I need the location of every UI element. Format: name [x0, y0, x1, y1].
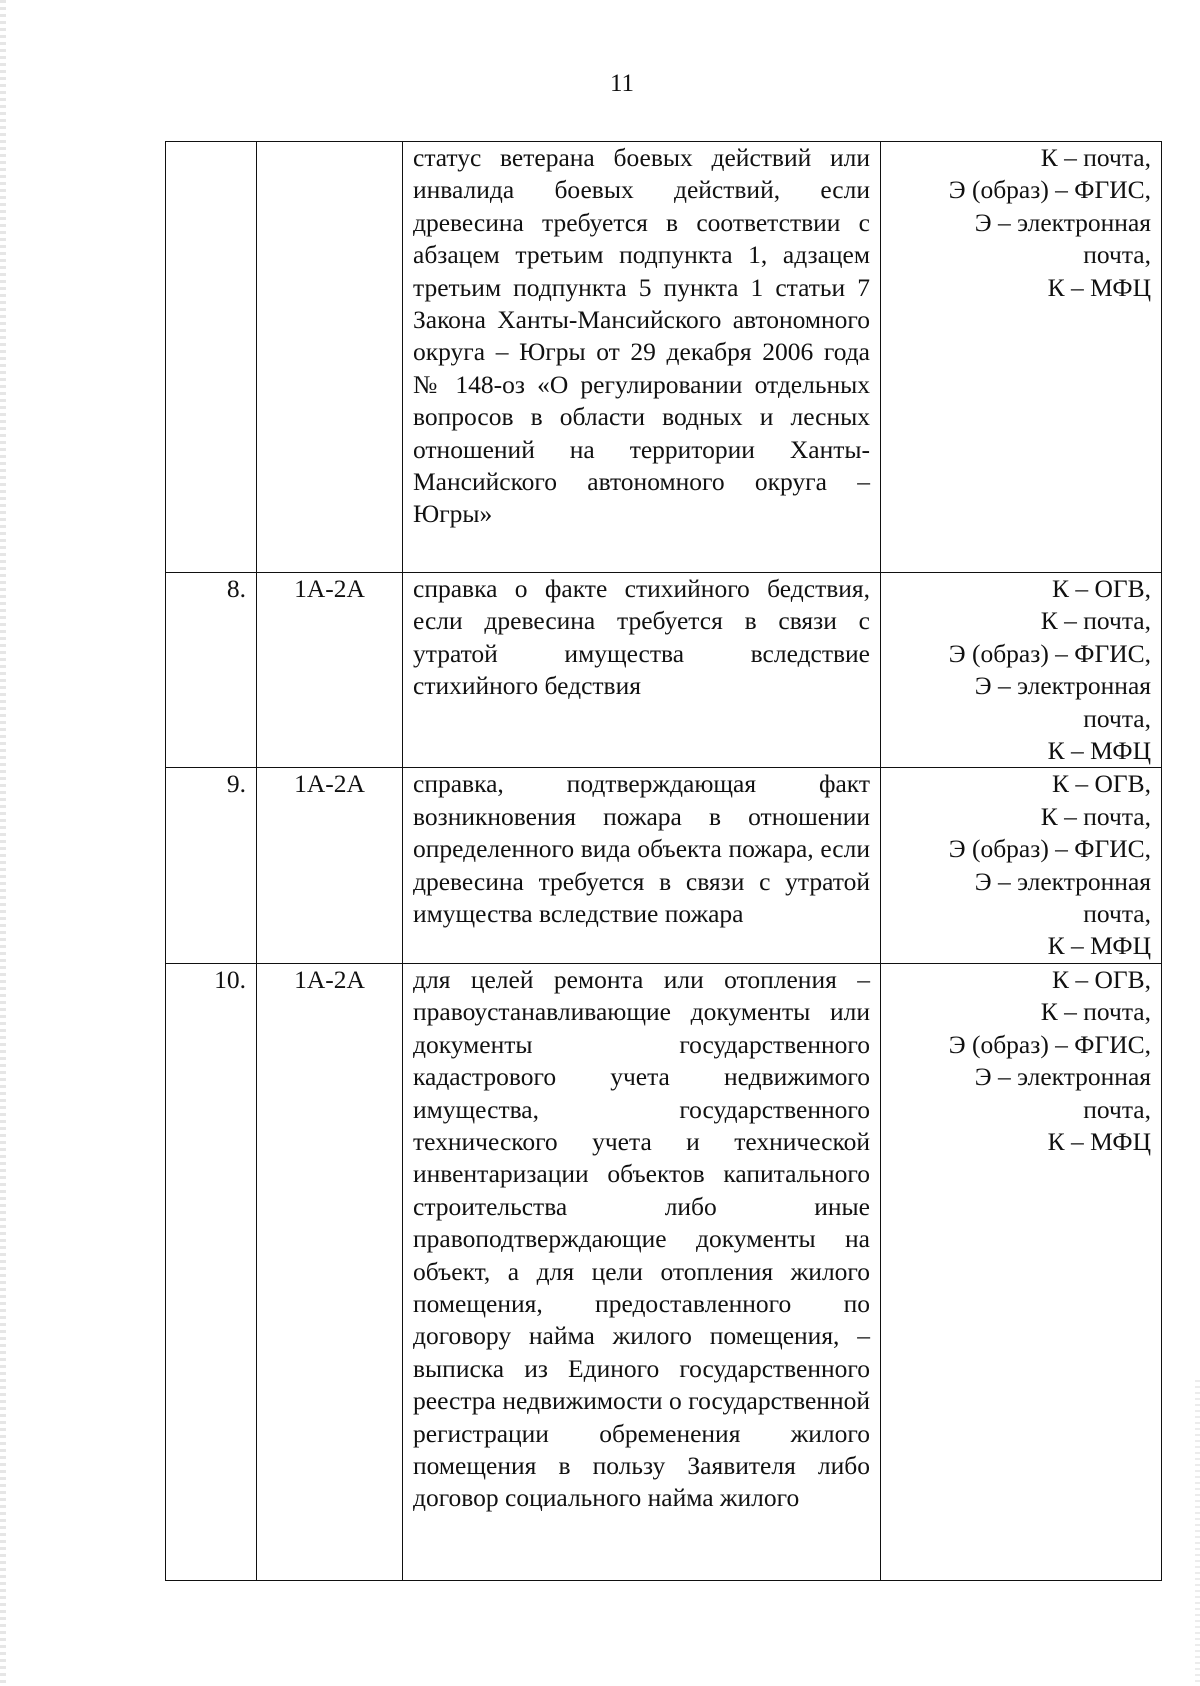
row-document-text	[403, 573, 881, 768]
scan-edge-right	[1195, 1380, 1200, 1686]
row-document-text-body: для целей ремонта или отопления – правоустанавливающие документы или документы государственного кадастрового учета недвижимого имущества, государственного технического учета и технической инвентаризации объектов капитального строительства либо иные правоподтверждающие документы на объект, а для цели отопления жилого помещения, предоставленного по договору найма жилого помещения, – выписка из Единого государственного реестра недвижимости о государственной регистрации обременения жилого помещения в пользу Заявителя либо договор социального найма жилого	[413, 964, 870, 1513]
method-line: почта,	[1083, 899, 1151, 929]
row-submission-methods	[881, 573, 1162, 768]
method-line: почта,	[1083, 1094, 1151, 1124]
row-number: 9.	[166, 768, 257, 963]
method-line: Э (образ) – ФГИС,	[948, 1029, 1151, 1059]
method-line: К – почта,	[1040, 997, 1151, 1027]
row-document-text	[403, 142, 881, 573]
method-line: К – почта,	[1040, 143, 1151, 172]
table-row	[166, 573, 1162, 768]
table-row	[166, 142, 1162, 573]
row-code: 1А-2А	[257, 768, 403, 963]
scan-edge-left	[0, 0, 6, 1686]
method-line: К – МФЦ	[1047, 931, 1151, 961]
document-table	[165, 141, 1162, 1581]
method-line: К – почта,	[1040, 606, 1151, 636]
method-line: почта,	[1083, 703, 1151, 733]
table-row	[166, 963, 1162, 1580]
row-document-text	[403, 963, 881, 1580]
method-line: К – ОГВ,	[1051, 574, 1151, 603]
row-submission-methods	[881, 142, 1162, 573]
method-line: Э – электронная	[974, 1062, 1151, 1092]
method-line: К – МФЦ	[1047, 1126, 1151, 1156]
method-line: Э (образ) – ФГИС,	[948, 638, 1151, 668]
method-line: Э – электронная	[974, 671, 1151, 701]
row-document-text	[403, 768, 881, 963]
row-submission-methods	[881, 963, 1162, 1580]
row-code	[257, 142, 403, 573]
method-line: почта,	[1083, 240, 1151, 270]
method-line: Э – электронная	[974, 207, 1151, 237]
row-document-text-body: справка, подтверждающая факт возникновения пожара в отношении определенного вида объекта пожара, если древесина требуется в связи с утратой имущества вследствие пожара	[413, 769, 870, 929]
row-number: 10.	[166, 963, 257, 1580]
row-document-text-body: справка о факте стихийного бедствия, если древесина требуется в связи с утратой имущества вследствие стихийного бедствия	[413, 574, 870, 701]
method-line: К – МФЦ	[1047, 736, 1151, 766]
table-row	[166, 768, 1162, 963]
row-code: 1А-2А	[257, 963, 403, 1580]
row-submission-methods	[881, 768, 1162, 963]
page-number: 11	[609, 70, 635, 97]
row-number	[166, 142, 257, 573]
method-line: Э – электронная	[974, 866, 1151, 896]
row-code: 1А-2А	[257, 573, 403, 768]
method-line: К – ОГВ,	[1051, 769, 1151, 799]
row-number: 8.	[166, 573, 257, 768]
row-document-text-body: статус ветерана боевых действий или инвалида боевых действий, если древесина требуется в соответствии с абзацем третьим подпункта 1, адзацем третьим подпункта 5 пункта 1 статьи 7 Закона Ханты-Мансийского автономного округа – Югры от 29 декабря 2006 года № 148-оз «О регулировании отдельных вопросов в области водных и лесных отношений на территории Ханты-Мансийского автономного округа – Югры»	[413, 143, 870, 529]
method-line: К – ОГВ,	[1051, 964, 1151, 994]
method-line: Э (образ) – ФГИС,	[948, 834, 1151, 864]
method-line: К – МФЦ	[1047, 272, 1151, 302]
method-line: Э (образ) – ФГИС,	[948, 175, 1151, 205]
method-line: К – почта,	[1040, 801, 1151, 831]
